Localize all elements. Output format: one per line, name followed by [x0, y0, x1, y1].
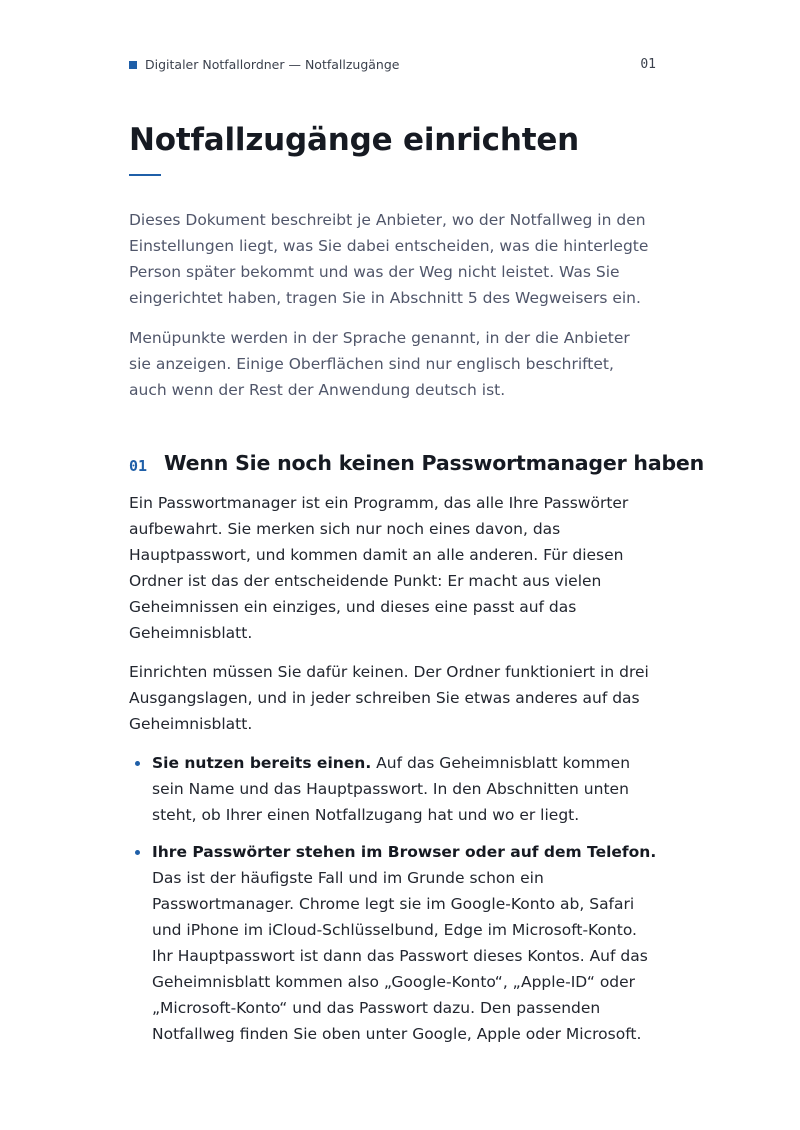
title-underline-rule [129, 174, 161, 176]
bullet-list [129, 750, 659, 1047]
section-number: 01 [129, 457, 148, 475]
section-heading [129, 448, 705, 478]
bullet-dot-icon [135, 850, 140, 855]
intro-paragraph: Dieses Dokument beschreibt je Anbieter, wo der Notfallweg in den Einstellungen liegt, was Sie dabei entscheiden, was die hinterlegte Person später bekommt und was der Weg nicht leistet. Was Sie eingerichtet haben, tragen Sie in Abschnitt 5 des Wegweisers ein. [129, 211, 649, 307]
body-paragraph: Ein Passwortmanager ist ein Programm, das alle Ihre Passwörter aufbewahrt. Sie merken sich nur noch eines davon, das Hauptpasswort, und kommen damit an alle anderen. Für diesen Ordner ist das der entscheidende Punkt: Er macht aus vielen Geheimnissen ein einziges, und dieses eine passt auf das Geheimnisblatt. [129, 494, 629, 642]
intro-block [129, 207, 649, 417]
list-item [129, 750, 659, 828]
list-item [129, 839, 659, 1047]
bullet-lead: Ihre Passwörter stehen im Browser oder auf dem Telefon. [152, 843, 657, 861]
bullet-lead: Sie nutzen bereits einen. [152, 754, 372, 772]
page-number: 01 [640, 57, 656, 72]
section-title: Wenn Sie noch keinen Passwortmanager haben [164, 451, 705, 475]
intro-paragraph: Menüpunkte werden in der Sprache genannt, in der die Anbieter sie anzeigen. Einige Oberflächen sind nur englisch beschriftet, auch wenn der Rest der Anwendung deutsch ist. [129, 329, 630, 399]
header-square-icon [129, 61, 137, 69]
bullet-dot-icon [135, 761, 140, 766]
bullet-text: Auf das Geheimnisblatt kommen sein Name und das Hauptpasswort. In den Abschnitten unten steht, ob Ihrer einen Notfallzugang hat und wo er liegt. [152, 754, 631, 824]
running-title: Digitaler Notfallordner — Notfallzugänge [145, 57, 400, 72]
section-01 [129, 448, 705, 1058]
body-paragraph: Einrichten müssen Sie dafür keinen. Der Ordner funktioniert in drei Ausgangslagen, und in jeder schreiben Sie etwas anderes auf das Geheimnisblatt. [129, 663, 649, 733]
bullet-text: Das ist der häufigste Fall und im Grunde schon ein Passwortmanager. Chrome legt sie im Google-Konto ab, Safari und iPhone im iCloud-Schlüsselbund, Edge im Microsoft-Konto. Ihr Hauptpasswort ist dann das Passwort dieses Kontos. Auf das Geheimnisblatt kommen also „Google-Konto“, „Apple-ID“ oder „Microsoft-Konto“ und das Passwort dazu. Den passenden Notfallweg finden Sie oben unter Google, Apple oder Microsoft. [152, 869, 648, 1043]
running-header [129, 56, 656, 74]
page-title: Notfallzugänge einrichten [129, 122, 580, 158]
